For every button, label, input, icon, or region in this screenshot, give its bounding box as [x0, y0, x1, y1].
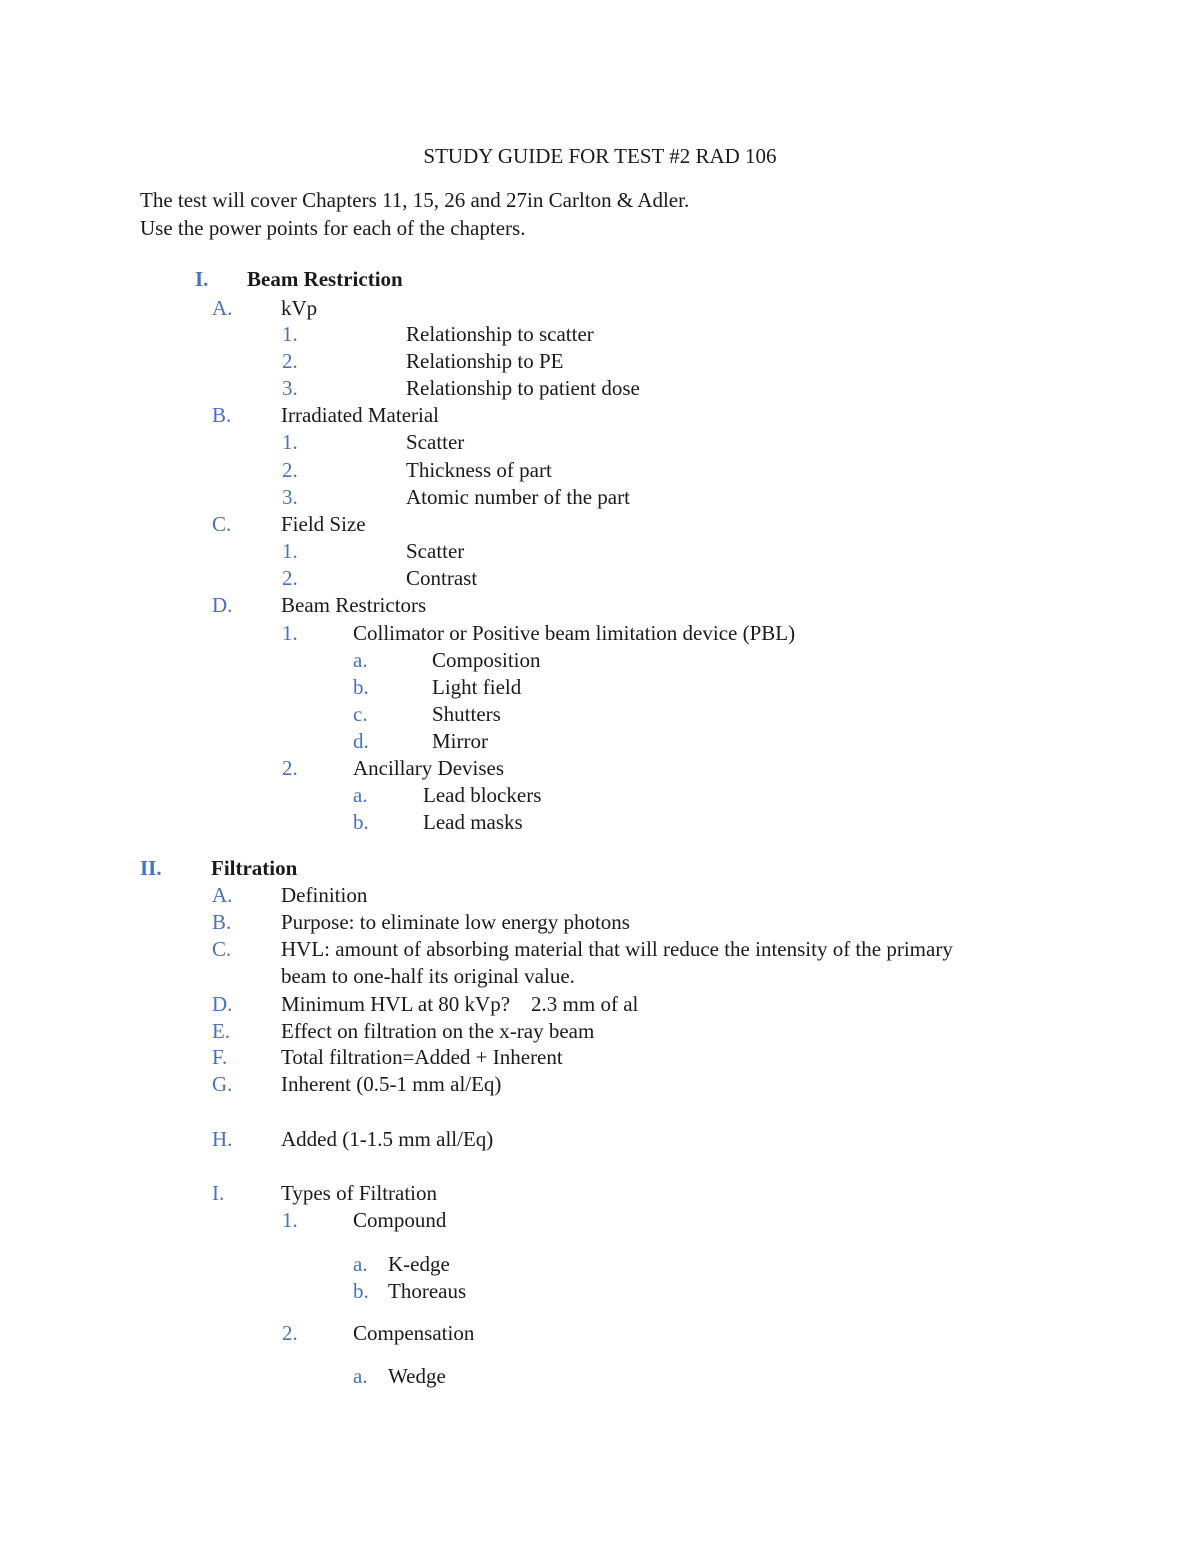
section-heading: Filtration [211, 856, 298, 880]
subitem-text: Collimator or Positive beam limitation device (PBL) [353, 621, 796, 645]
subsubitem-marker: d. [353, 729, 369, 753]
subsubitem-text: Mirror [432, 729, 488, 753]
subitem-text: Scatter [406, 430, 465, 454]
subsubitem-text: Lead blockers [423, 783, 542, 807]
subitem-text: Relationship to patient dose [406, 376, 640, 400]
item-marker: H. [212, 1127, 233, 1151]
subitem-text: Relationship to PE [406, 349, 564, 373]
subsubitem-marker: a. [353, 648, 368, 672]
item-marker: G. [212, 1072, 233, 1096]
item-text: Effect on filtration on the x-ray beam [281, 1019, 595, 1043]
subsubitem-marker: a. [353, 1252, 368, 1276]
subsubitem-text: Wedge [388, 1364, 446, 1388]
subitem-marker: 2. [282, 756, 298, 780]
section-marker: II. [140, 856, 162, 880]
subitem-text: Scatter [406, 539, 465, 563]
subitem-text: Compound [353, 1208, 447, 1232]
item-text: Definition [281, 883, 368, 907]
subitem-marker: 1. [282, 322, 298, 346]
item-marker: I. [212, 1181, 225, 1205]
intro-line: The test will cover Chapters 11, 15, 26 and 27in Carlton & Adler. [140, 188, 690, 212]
intro-line: Use the power points for each of the chapters. [140, 216, 526, 240]
subsubitem-marker: b. [353, 1279, 369, 1303]
section-marker: I. [195, 267, 209, 291]
subsubitem-marker: a. [353, 783, 368, 807]
item-text: Beam Restrictors [281, 593, 427, 617]
page-title: STUDY GUIDE FOR TEST #2 RAD 106 [423, 144, 777, 168]
subsubitem-text: K-edge [388, 1252, 450, 1276]
subsubitem-marker: b. [353, 810, 369, 834]
item-text: Total filtration=Added + Inherent [281, 1045, 563, 1069]
item-marker: F. [212, 1045, 228, 1069]
item-text: Types of Filtration [281, 1181, 438, 1205]
subsubitem-marker: c. [353, 702, 368, 726]
section-heading: Beam Restriction [247, 267, 403, 291]
subitem-marker: 1. [282, 430, 298, 454]
subsubitem-text: Thoreaus [388, 1279, 467, 1303]
subsubitem-text: Lead masks [423, 810, 523, 834]
item-marker: D. [212, 593, 233, 617]
item-text: Minimum HVL at 80 kVp? 2.3 mm of al [281, 992, 639, 1016]
subitem-marker: 2. [282, 349, 298, 373]
item-text-continuation: beam to one-half its original value. [281, 964, 575, 988]
subitem-text: Relationship to scatter [406, 322, 594, 346]
item-text: kVp [281, 296, 318, 320]
subitem-text: Atomic number of the part [406, 485, 630, 509]
subitem-text: Thickness of part [406, 458, 552, 482]
item-text: Inherent (0.5-1 mm al/Eq) [281, 1072, 502, 1096]
subsubitem-text: Light field [432, 675, 522, 699]
item-marker: D. [212, 992, 233, 1016]
item-marker: A. [212, 296, 233, 320]
item-marker: B. [212, 910, 232, 934]
subitem-marker: 3. [282, 376, 298, 400]
subitem-marker: 1. [282, 539, 298, 563]
subitem-text: Ancillary Devises [353, 756, 505, 780]
subitem-marker: 1. [282, 1208, 298, 1232]
subitem-marker: 2. [282, 1321, 298, 1345]
item-marker: C. [212, 937, 232, 961]
subitem-marker: 2. [282, 458, 298, 482]
subsubitem-text: Composition [432, 648, 541, 672]
subsubitem-text: Shutters [432, 702, 501, 726]
item-marker: C. [212, 512, 232, 536]
subitem-marker: 3. [282, 485, 298, 509]
item-text: Purpose: to eliminate low energy photons [281, 910, 630, 934]
subsubitem-marker: b. [353, 675, 369, 699]
subitem-text: Contrast [406, 566, 478, 590]
subitem-text: Compensation [353, 1321, 475, 1345]
item-text: HVL: amount of absorbing material that will reduce the intensity of the primary [281, 937, 953, 961]
item-marker: A. [212, 883, 233, 907]
item-text: Field Size [281, 512, 366, 536]
item-marker: B. [212, 403, 232, 427]
item-text: Irradiated Material [281, 403, 439, 427]
item-text: Added (1-1.5 mm all/Eq) [281, 1127, 494, 1151]
item-marker: E. [212, 1019, 231, 1043]
subitem-marker: 2. [282, 566, 298, 590]
subitem-marker: 1. [282, 621, 298, 645]
subsubitem-marker: a. [353, 1364, 368, 1388]
